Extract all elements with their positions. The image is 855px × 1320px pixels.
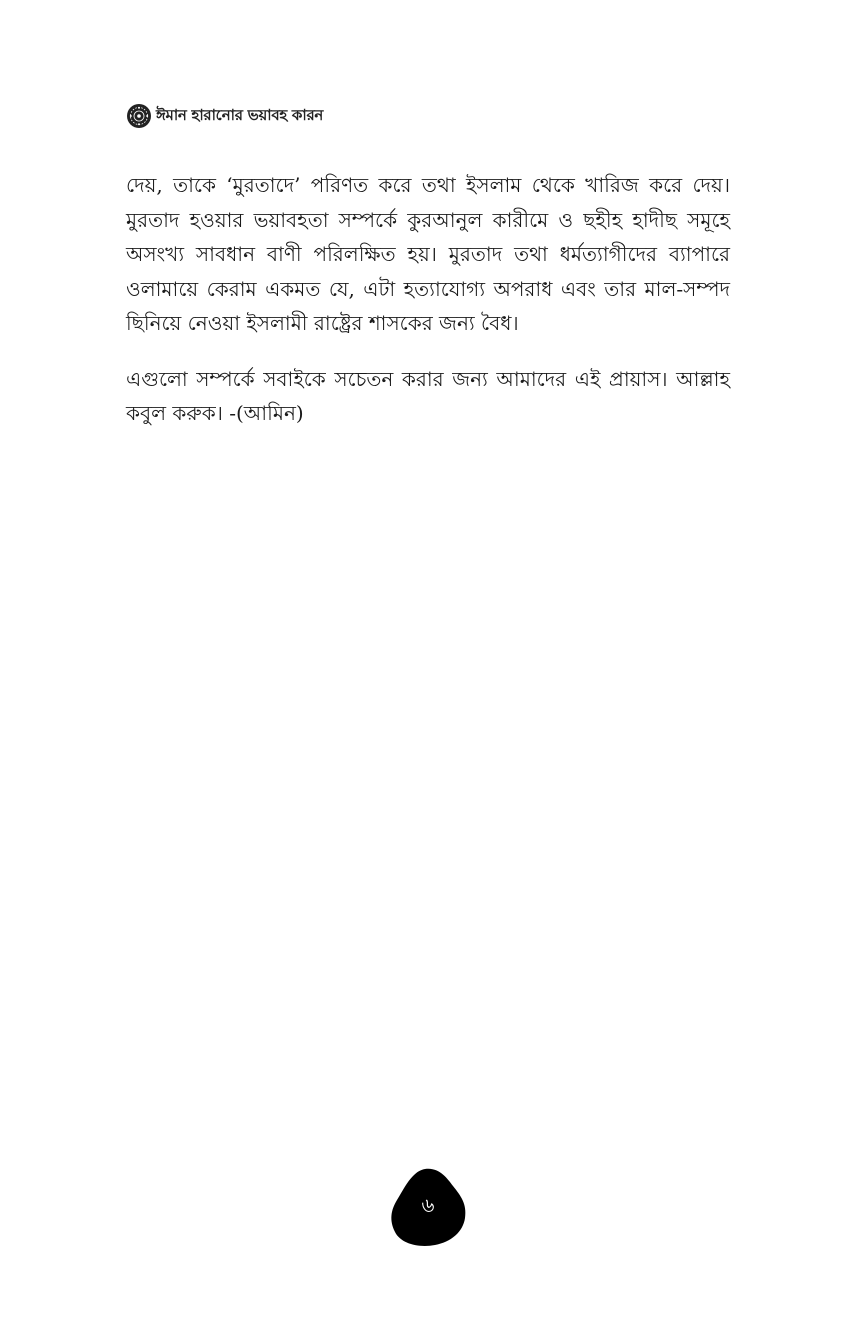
running-header [126, 102, 323, 130]
ornament-icon [126, 103, 152, 129]
page-number: ৬ [421, 1192, 435, 1217]
body-paragraph-2: এগুলো সম্পর্কে সবাইকে সচেতন করার জন্য আমাদের এই প্রায়াস। আল্লাহ কবুল করুক। -(আমিন) [126, 367, 730, 425]
page-number-badge [387, 1166, 469, 1248]
header-title: ঈমান হারানোর ভয়াবহ কারন [156, 105, 324, 124]
body-paragraph-1: দেয়, তাকে ‘মুরতাদে’ পরিণত করে তথা ইসলাম থেকে খারিজ করে দেয়। মুরতাদ হওয়ার ভয়াবহতা সম্পর্কে কুরআনুল কারীমে ও ছহীহ হাদীছ সমূহে অসংখ্য সাবধান বাণী পরিলক্ষিত হয়। মুরতাদ তথা ধর্মত্যাগীদের ব্যাপারে ওলামায়ে কেরাম একমত যে, এটা হত্যাযোগ্য অপরাধ এবং তার মাল-সম্পদ ছিনিয়ে নেওয়া ইসলামী রাষ্ট্রের শাসকের জন্য বৈধ। [126, 173, 730, 335]
